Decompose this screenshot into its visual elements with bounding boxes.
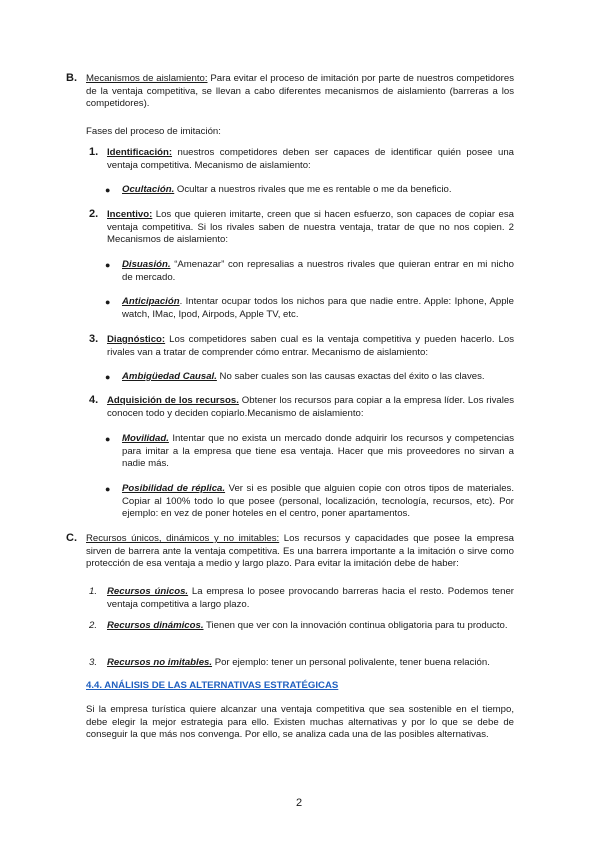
section-heading-link[interactable]: [86, 680, 514, 693]
resource-2-title: Recursos dinámicos.: [107, 620, 204, 631]
phase-3-text: Los competidores saben cual es la ventaja competitiva y pueden hacerlo. Los rivales van a tratar de comprender cómo entrar. Mecanismo de aislamiento:: [107, 334, 514, 358]
phase-2-bullet-2: [122, 296, 514, 321]
page-number: 2: [296, 797, 303, 809]
bullet-text: Ver si es posible que alguien copie con otros tipos de materiales. Copiar al 100% todo lo que posee (personal, localización, tecnología, recursos, etc). Por ejemplo: en vez de poner hoteles en el centro, poner apartamentos.: [122, 483, 514, 520]
bullet-title: Ambigüedad Causal.: [122, 371, 217, 382]
phase-4-paragraph: [107, 395, 514, 420]
phase-4-text: Obtener los recursos para copiar a la empresa líder. Los rivales conocen todo y deciden copiarlo.Mecanismo de aislamiento:: [107, 395, 514, 419]
bullet-icon: ●: [105, 185, 111, 195]
resource-1-number: 1.: [89, 586, 98, 597]
bullet-text: No saber cuales son las causas exactas del éxito o las claves.: [216, 371, 485, 382]
bullet-title: Disuasión.: [122, 259, 171, 270]
bullet-icon: ●: [105, 260, 111, 270]
bullet-icon: ●: [105, 484, 111, 494]
section-b-title: Mecanismos de aislamiento:: [86, 73, 208, 84]
bullet-title: Ocultación.: [122, 184, 175, 195]
bullet-title: Anticipación: [122, 296, 180, 307]
section-44-paragraph: Si la empresa turística quiere alcanzar una ventaja competitiva que sea sostenible en el tiempo, debe elegir la mejor estrategia para ello. Existen muchas alternativas y por lo que se debe de conseguir la que más nos convenga. Por ello, se analiza cada una de las posibles alternativas.: [86, 704, 514, 741]
phase-2-bullet-1: [122, 259, 514, 284]
bullet-text: . Intentar ocupar todos los nichos para que nadie entre. Apple: Iphone, Apple watch, IMac, Ipod, Airpods, Apple TV, etc.: [122, 296, 514, 320]
phase-4-number: 4.: [89, 394, 99, 406]
phase-1-title: Identificación:: [107, 147, 173, 158]
section-c-title: Recursos únicos, dinámicos y no imitables:: [86, 533, 280, 544]
resource-3-title: Recursos no imitables.: [107, 657, 213, 668]
phase-2-text: Los que quieren imitarte, creen que si hacen esfuerzo, son capaces de copiar esa ventaja competitiva. Si los rivales saben de nuestra ventaja, tratar de que no nos copien. 2 Mecanismos de aislamiento:: [107, 209, 514, 246]
bullet-title: Posibilidad de réplica.: [122, 483, 226, 494]
phase-1-number: 1.: [89, 146, 99, 158]
bullet-icon: ●: [105, 434, 111, 444]
section-b-letter: B.: [66, 72, 77, 84]
phase-4-bullet-1: [122, 433, 514, 471]
bullet-text: Intentar que no exista un mercado donde adquirir los recursos y competencias para imitar a la empresa que tiene esa ventaja. Hacer que mis proveedores no sirvan a nadie más.: [122, 433, 514, 470]
section-c-text: Los recursos y capacidades que posee la empresa sirven de barrera ante la ventaja competitiva. Es una barrera importante a la imitación o sirve como protección de esa ventaja a medio y largo plazo. Para evitar la imitación debe de haber:: [86, 533, 514, 570]
phase-1-text: nuestros competidores deben ser capaces de identificar quién posee una ventaja competitiva. Mecanismo de aislamiento:: [107, 147, 514, 171]
phase-2-number: 2.: [89, 208, 99, 220]
section-c-letter: C.: [66, 532, 77, 544]
phase-2-title: Incentivo:: [107, 209, 153, 220]
section-c-paragraph: [86, 533, 514, 571]
resource-3-paragraph: [107, 657, 514, 670]
phase-4-bullet-2: [122, 483, 514, 521]
phase-1-bullet-1: [122, 184, 514, 197]
bullet-icon: ●: [105, 297, 111, 307]
resource-3-number: 3.: [89, 657, 98, 668]
bullet-icon: ●: [105, 372, 111, 382]
bullet-title: Movilidad.: [122, 433, 169, 444]
resource-1-text: La empresa lo posee provocando barreras hacia el resto. Podemos tener ventaja competitiva a largo plazo.: [107, 586, 514, 610]
phases-title: Fases del proceso de imitación:: [86, 126, 221, 137]
resource-2-paragraph: [107, 620, 514, 633]
phase-1-paragraph: [107, 147, 514, 172]
phase-2-paragraph: [107, 209, 514, 247]
section-b-text: Para evitar el proceso de imitación por parte de nuestros competidores de la ventaja competitiva, se llevan a cabo diferentes mecanismos de aislamiento (barreras a los competidores).: [86, 73, 515, 110]
phase-4-title: Adquisición de los recursos.: [107, 395, 239, 406]
phase-3-paragraph: [107, 334, 514, 359]
resource-2-text: Tienen que ver con la innovación continua obligatoria para tu producto.: [203, 620, 508, 631]
section-heading[interactable]: 4.4. ANÁLISIS DE LAS ALTERNATIVAS ESTRATÉGICAS: [86, 680, 339, 691]
bullet-text: “Amenazar” con represalias a nuestros rivales que quieran entrar en mi nicho de mercado.: [122, 259, 514, 283]
resource-1-title: Recursos únicos.: [107, 586, 189, 597]
resource-1-paragraph: [107, 586, 514, 611]
resource-3-text: Por ejemplo: tener un personal polivalente, tener buena relación.: [212, 657, 490, 668]
phase-3-number: 3.: [89, 333, 99, 345]
phase-3-title: Diagnóstico:: [107, 334, 166, 345]
phase-3-bullet-1: [122, 371, 514, 384]
resource-2-number: 2.: [89, 620, 98, 631]
bullet-text: Ocultar a nuestros rivales que me es rentable o me da beneficio.: [174, 184, 452, 195]
section-b-paragraph: [86, 73, 514, 111]
